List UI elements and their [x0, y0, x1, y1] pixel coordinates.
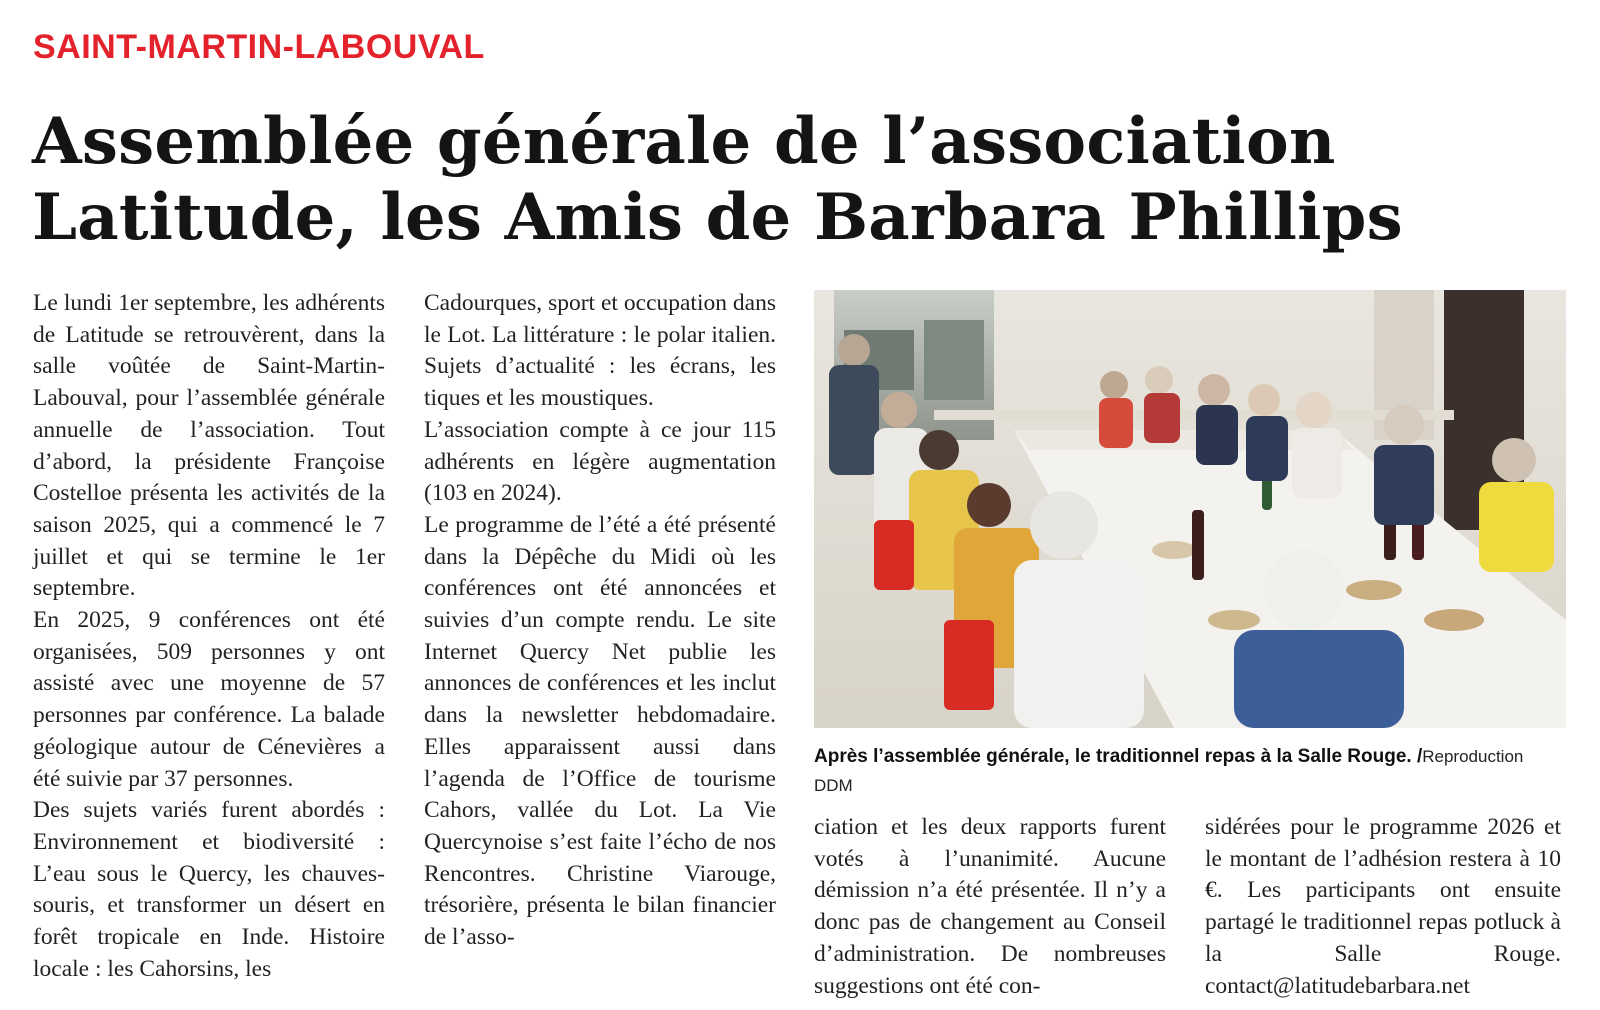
paragraph: L’association compte à ce jour 115 adhérents en légère augmentation (103 en 2024). — [424, 416, 776, 507]
article-photo — [814, 290, 1566, 728]
paragraph: En 2025, 9 conférences ont été organisées, 509 personnes y ont assisté avec une moyenne de 57 personnes par conférence. La balade géologique autour de Cénevières a été suivie par 37 personnes. — [33, 607, 385, 792]
caption-text: Après l’assemblée générale, le traditionnel repas à la Salle Rouge. / — [814, 746, 1423, 767]
photo-caption — [814, 742, 1566, 800]
paragraph: sidérées pour le programme 2026 et le montant de l’adhésion restera à 10 €. Les participants ont ensuite partagé le traditionnel repas potluck à la Salle Rouge. contact@latitudebarbara.net — [1205, 814, 1561, 999]
photo-credit: Reproduction DDM — [814, 747, 1524, 795]
article-column-2 — [424, 288, 776, 954]
paragraph: Le lundi 1er septembre, les adhérents de Latitude se retrouvèrent, dans la salle voûtée de Saint-Martin-Labouval, pour l’assemblée générale annuelle de l’association. Tout d’abord, la présidente Françoise Costelloe présenta les activités de la saison 2025, qui a commencé le 7 juillet et qui se termine le 1er septembre. — [33, 290, 385, 602]
section-kicker: SAINT-MARTIN-LABOUVAL — [33, 28, 485, 66]
article-column-4 — [1205, 812, 1561, 1002]
banquet-photo-illustration — [814, 290, 1566, 728]
paragraph: Des sujets variés furent abordés : Environnement et biodiversité : L’eau sous le Quercy, les chauves-souris, et transformer un désert en forêt tropicale en Inde. Histoire locale : les Cahorsins, les — [33, 797, 385, 982]
paragraph: ciation et les deux rapports furent votés à l’unanimité. Aucune démission n’a été présentée. Il n’y a donc pas de changement au Conseil d’administration. De nombreuses suggestions ont été con- — [814, 814, 1166, 999]
article-headline: Assemblée générale de l’association Latitude, les Amis de Barbara Phillips — [32, 104, 1403, 255]
paragraph: Cadourques, sport et occupation dans le Lot. La littérature : le polar italien. Sujets d’actualité : les écrans, les tiques et les moustiques. — [424, 290, 776, 412]
article-column-1 — [33, 288, 385, 985]
article-column-3 — [814, 812, 1166, 1002]
paragraph: Le programme de l’été a été présenté dans la Dépêche du Midi où les conférences ont été annoncées et suivies d’un compte rendu. Le site Internet Quercy Net publie les annonces de conférences et les inclut dans la newsletter hebdomadaire. Elles apparaissent aussi dans l’agenda de l’Office de tourisme Cahors, vallée du Lot. La Vie Quercynoise s’est faite l’écho de nos Rencontres. Christine Viarouge, trésorière, présenta le bilan financier de l’asso- — [424, 511, 776, 951]
